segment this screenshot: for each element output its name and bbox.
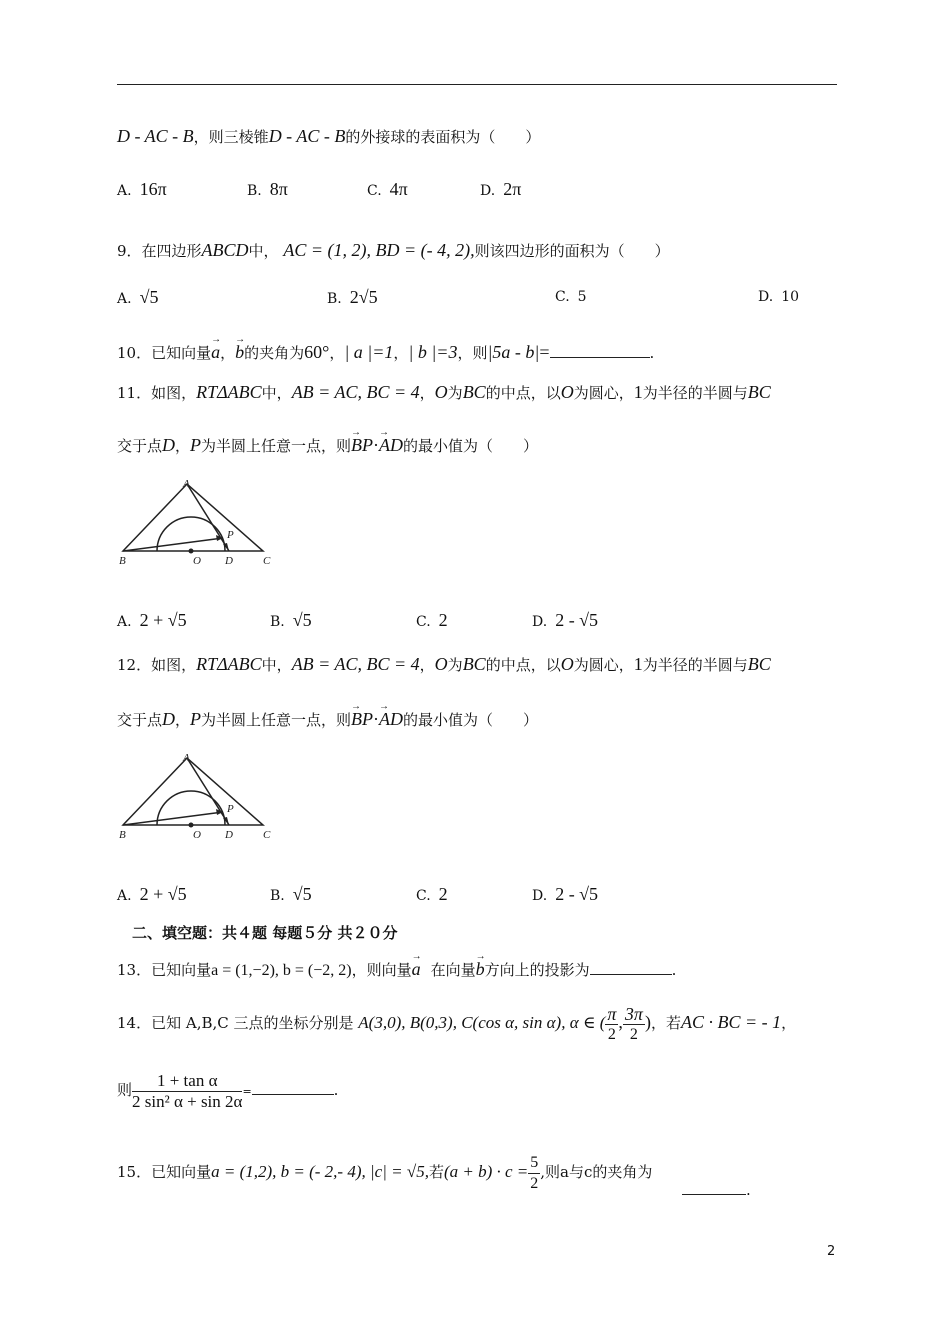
q14-answer-blank[interactable]	[252, 1080, 334, 1095]
q15-answer: .	[682, 1178, 751, 1202]
q12-option-b[interactable]: B. √5	[270, 884, 312, 904]
q12-stem-line2: 交于点D，P为半圆上任意一点，则→ BP·→ AD的最小值为（ ）	[117, 707, 538, 732]
header-rule	[117, 84, 837, 85]
q11-option-a[interactable]: A. 2 + √5	[117, 610, 187, 630]
q9-option-d[interactable]: D. 10	[758, 289, 800, 305]
q11-stem-line1: 11．如图，RTΔABC中，AB = AC, BC = 4，O为BC的中点，以O为圆心，1为半径的半圆与BC	[117, 382, 771, 402]
q11-option-b[interactable]: B. √5	[270, 610, 312, 630]
label-B: B	[119, 555, 126, 567]
section-heading: 二、填空题：共４题 每题５分 共２０分	[132, 924, 398, 942]
label-P: P	[227, 529, 234, 541]
q15-stem: 15．已知向量a = (1,2), b = (- 2,- 4), |c| = √5,若(a + b) · c = $\frac{5}{2}$ ,则a与c的夹角为	[117, 1153, 653, 1192]
q13-answer-blank[interactable]	[590, 960, 672, 975]
q8-option-d[interactable]: D. 2π	[480, 179, 522, 199]
label-C: C	[263, 829, 271, 841]
q11-triangle-figure	[117, 478, 277, 570]
q9-stem: 9．在四边形ABCD中， AC = (1, 2), BD = (- 4, 2),则该四边形的面积为（ ）	[117, 240, 670, 260]
label-P: P	[227, 803, 234, 815]
q11-option-d[interactable]: D. 2 - √5	[532, 610, 599, 630]
label-B: B	[119, 829, 126, 841]
label-D: D	[225, 829, 233, 841]
q11-option-c[interactable]: C. 2	[416, 610, 448, 630]
label-O: O	[193, 829, 201, 841]
q13-stem: 13．已知向量a = (1,−2), b = (−2, 2)，则向量→ a 在向量→ b方向上的投影为 .	[117, 957, 676, 983]
q12-triangle-figure	[117, 752, 277, 844]
label-O: O	[193, 555, 201, 567]
q12-stem-line1: 12．如图，RTΔABC中，AB = AC, BC = 4，O为BC的中点，以O为圆心，1为半径的半圆与BC	[117, 654, 771, 674]
q9-option-c[interactable]: C. 5	[555, 289, 587, 305]
q10-stem: 10．已知向量→ a，→ b的夹角为60°，| a |=1，| b |=3，则|5a - b|= .	[117, 340, 654, 365]
q12-option-c[interactable]: C. 2	[416, 884, 448, 904]
label-A: A	[183, 478, 190, 490]
q8-stem: D - AC - B，则三棱锥D - AC - B的外接球的表面积为（ ）	[117, 126, 541, 146]
label-D: D	[225, 555, 233, 567]
q12-option-d[interactable]: D. 2 - √5	[532, 884, 599, 904]
q10-answer-blank[interactable]	[550, 343, 650, 358]
label-A: A	[183, 752, 190, 764]
q8-option-b[interactable]: B. 8π	[247, 179, 288, 199]
label-C: C	[263, 555, 271, 567]
q9-option-b[interactable]: B. 2√5	[327, 287, 378, 307]
q15-answer-blank[interactable]	[682, 1180, 746, 1195]
q8-option-a[interactable]: A. 16π	[117, 179, 167, 199]
q8-option-c[interactable]: C. 4π	[367, 179, 408, 199]
q9-option-a[interactable]: A. √5	[117, 287, 159, 307]
page-number: 2	[827, 1244, 836, 1259]
q11-stem-line2: 交于点D，P为半圆上任意一点，则→ BP·→ AD的最小值为（ ）	[117, 433, 538, 458]
q14-stem: 14．已知 A,B,C 三点的坐标分别是 A(3,0), B(0,3), C(cos α, sin α), α ∈ ( $\frac{\pi}{2}$ , $\frac{3\pi}{2}$ )，若AC · BC = - 1，	[117, 1003, 797, 1043]
q12-option-a[interactable]: A. 2 + √5	[117, 884, 187, 904]
q14-expression: 则 $\frac{\text{1 + tan α}}{\text{2 sin² α + sin 2α}}$ = .	[117, 1070, 339, 1111]
